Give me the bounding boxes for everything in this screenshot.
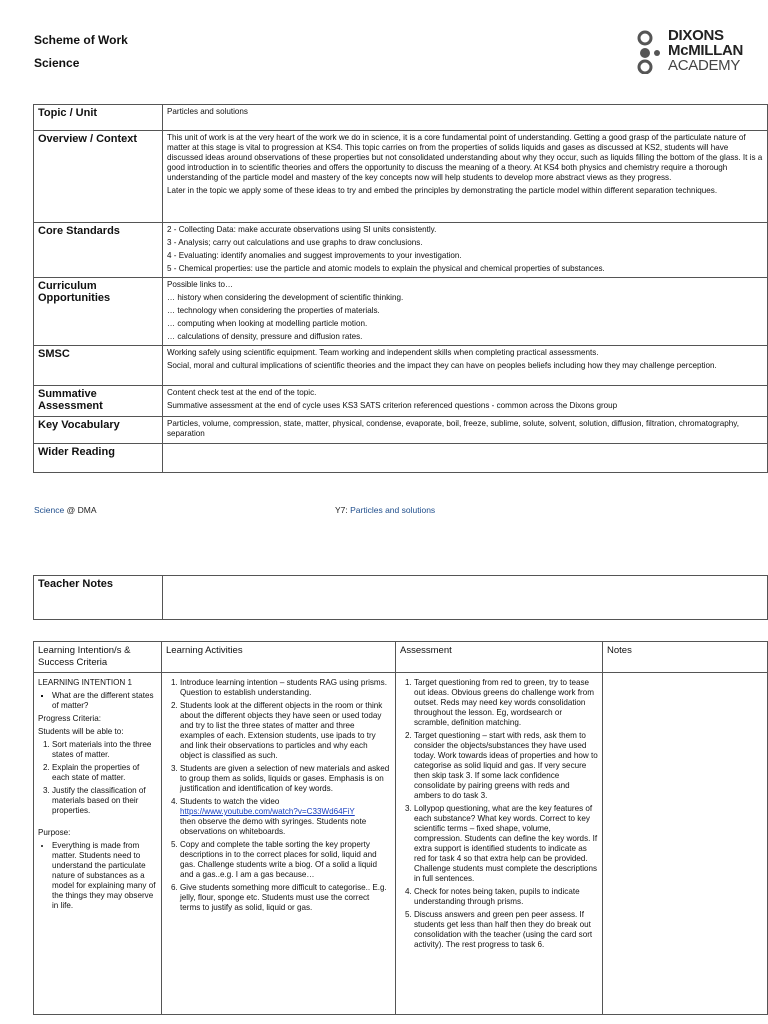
document-title: Scheme of Work [34, 33, 128, 47]
notes-cell [603, 673, 768, 1015]
footer-topic: Particles and solutions [350, 505, 436, 515]
subject-title: Science [34, 56, 80, 70]
row-value: 2 - Collecting Data: make accurate observations using SI units consistently. 3 - Analysis; carry out calculations and use graphs to draw conclusions. 4 - Evaluating: identify anomalies and suggest improvements to your investigation. 5 - Chemical properties: use the particle and atomic models to explain the physical and chemical properties of substances. [163, 223, 768, 278]
logo-mark-icon [636, 30, 664, 74]
purpose-label: Purpose: [38, 828, 71, 837]
list-item: 2. Target questioning – start with reds, ask them to consider the objects/substances they have used today. Work towards ideas of properties and how to categorise as solid liquid and gas. If very secure then skip task 3. If some lack confidence consolidate by pairing greens with reds and ambers to do task 3. [414, 731, 598, 801]
able-label: Students will be able to: [38, 727, 124, 736]
header-assessment: Assessment [396, 642, 603, 673]
list-item: • Everything is made from matter. Students need to understand the particulate nature of substances as a model for explaining many of the things they may observe in life. [52, 841, 157, 911]
row-label: Key Vocabulary [34, 417, 163, 444]
table-row [34, 278, 768, 346]
list-item: 6. Give students something more difficult to categorise.. E.g. jelly, flour, sponge etc. Students must use the correct terms to justify as solid, liquid or gas. [180, 883, 391, 913]
teacher-notes-value [163, 576, 768, 620]
row-label: SMSC [34, 346, 163, 386]
list-item: 4. Students to watch the video https://www.youtube.com/watch?v=C33Wd64FiY then observe the demo with syringes. Students note observations on whiteboards. [180, 797, 391, 837]
footer-left [34, 500, 97, 518]
list-item: 5. Copy and complete the table sorting the key property descriptions in to the correct places for solid, liquid and gas. Challenge students write a biog. Of a solid a liquid and a gas..e.g. I am a gas because… [180, 840, 391, 880]
row-label: Overview / Context [34, 131, 163, 223]
table-row [34, 131, 768, 223]
academy-logo [636, 28, 766, 76]
list-item: 3. Justify the classification of materials based on their properties. [52, 786, 157, 816]
list-item: ▪ What are the different states of matter? [52, 691, 157, 711]
header-activities: Learning Activities [162, 642, 396, 673]
criteria-list [38, 740, 157, 816]
logo-text-line2: McMILLAN [668, 42, 744, 59]
lesson-table [33, 641, 768, 1015]
intention-bullets [38, 691, 157, 711]
activities-cell [162, 673, 396, 1015]
activities-list [166, 678, 391, 913]
header-intention: Learning Intention/s & Success Criteria [34, 642, 162, 673]
row-value: Content check test at the end of the topic. Summative assessment at the end of cycle uses KS3 SATS criterion referenced questions - common across the Dixons group [163, 386, 768, 417]
list-item: 2. Students look at the different objects in the room or think about the different objects they have seen or used today and try to list the three states of matter and three examples of each. Extension students, use ipads to try and link their observations to particles and why each object is classified as such. [180, 701, 391, 761]
table-row [34, 223, 768, 278]
logo-text-line3: ACADEMY [668, 57, 741, 74]
row-value: Particles and solutions [163, 105, 768, 131]
table-row [34, 386, 768, 417]
list-item: 3. Students are given a selection of new materials and asked to group them as solids, liquids or gases. Emphasis is on justification and identification of key words. [180, 764, 391, 794]
row-value: Possible links to… … history when considering the development of scientific thinking. … technology when considering the properties of materials. … computing when looking at modelling particle motion. … calculations of density, pressure and diffusion rates. [163, 278, 768, 346]
assessment-list [400, 678, 598, 950]
row-label: Wider Reading [34, 444, 163, 473]
overview-table [33, 104, 768, 473]
purpose-list [38, 841, 157, 911]
table-header-row [34, 642, 768, 673]
table-row [34, 346, 768, 386]
row-label: Curriculum Opportunities [34, 278, 163, 346]
list-item: 2. Explain the properties of each state of matter. [52, 763, 157, 783]
row-label: Core Standards [34, 223, 163, 278]
list-item: 4. Check for notes being taken, pupils to indicate understanding through prisms. [414, 887, 598, 907]
table-row [34, 444, 768, 473]
progress-label: Progress Criteria: [38, 714, 101, 723]
video-link[interactable]: https://www.youtube.com/watch?v=C33Wd64FiY [180, 807, 355, 816]
footer-school: @ DMA [64, 505, 97, 515]
footer-year: Y7: [335, 505, 351, 515]
row-label: Topic / Unit [34, 105, 163, 131]
list-item: 5. Discuss answers and green pen peer assess. If students get less than half then they do break out consolidation with the teacher (using the card sort activity). The rest progress to task 6. [414, 910, 598, 950]
assessment-cell [396, 673, 603, 1015]
list-item: 3. Lollypop questioning, what are the key features of each substance? What key words. Correct to key scientific terms – fixed shape, volume, compression. Students can define the key words. If extra support is identified students to indicate as red for task 4 so that extra help can be provided. Challenge students must complete the descriptions in full sentences. [414, 804, 598, 884]
intention-cell [34, 673, 162, 1015]
list-item: 1. Sort materials into the three states of matter. [52, 740, 157, 760]
list-item: 1. Introduce learning intention – students RAG using prisms. Question to establish understanding. [180, 678, 391, 698]
row-value [163, 444, 768, 473]
row-value: Working safely using scientific equipment. Team working and independent skills when completing practical assessments. Social, moral and cultural implications of scientific theories and the impact they can have on peoples beliefs including how they may challenge perception. [163, 346, 768, 386]
row-label: Summative Assessment [34, 386, 163, 417]
table-row [34, 105, 768, 131]
table-row [34, 576, 768, 620]
logo-text-line1: DIXONS [668, 27, 724, 44]
row-value: This unit of work is at the very heart of the work we do in science, it is a core fundamental point of understanding. Getting a good grasp of the particulate nature of matter at this stage is vital to progression at KS4. This topic carries on from the properties of solids liquids and gases as discussed at KS2, students will have discussed ideas around observations of these properties but not consolidated understanding about why they occur, such as liquids filling the bottom of the glass. It is a good introduction in to scientific theories and offers the opportunity to discuss the meaning of a theory. At KS4 both physics and chemistry require a thorough understanding of the particle model and mastery of the key concepts now will help students to develop more abstract views as they progress. Later in the topic we apply some of these ideas to try and embed the principles by demonstrating the particle model within different separation techniques. [163, 131, 768, 223]
row-value: Particles, volume, compression, state, matter, physical, condense, evaporate, boil, freeze, sublime, solute, solvent, solution, diffusion, filtration, chromatography, separation [163, 417, 768, 444]
table-row [34, 417, 768, 444]
intention-title: LEARNING INTENTION 1 [38, 678, 132, 687]
teacher-notes-table [33, 575, 768, 620]
table-row [34, 673, 768, 1015]
footer-subject: Science [34, 505, 65, 515]
footer-center [335, 500, 435, 518]
header-notes: Notes [603, 642, 768, 673]
teacher-notes-label: Teacher Notes [34, 576, 163, 620]
list-item: 1. Target questioning from red to green, try to tease out ideas. Obvious greens do challenge work from outset. Reds may need key words consolidation throughout the lesson. Eg, wordsearch or scramble, definition matching. [414, 678, 598, 728]
